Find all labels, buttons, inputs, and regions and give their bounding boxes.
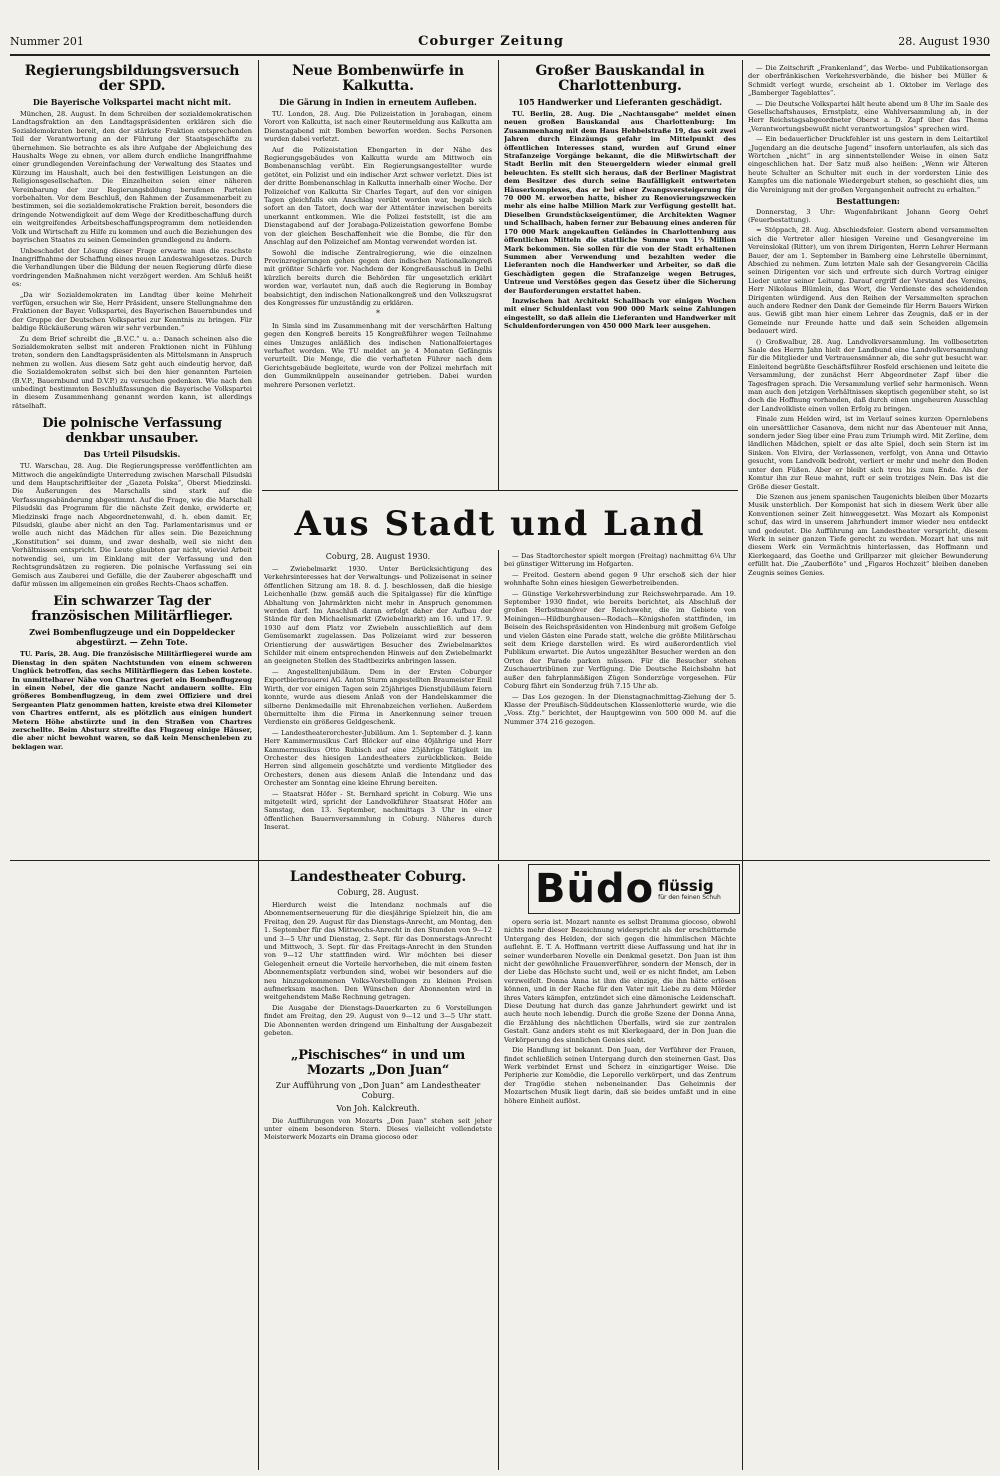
ad-tagline: für den feinen Schuh <box>658 893 721 901</box>
paragraph: = Stöppach, 28. Aug. Abschiedsfeier. Gestern abend versammelten sich die Vertreter aller hiesigen Vereine und Gesangvereine im Vereinslokal (Ritter), um von ihrem Dirigenten, Herrn Lehrer Hermann Bauer, der am 1. September in Bamberg eine Lehrstelle übernimmt, Abschied zu nehmen. Zum letzten Male sah der Gesangverein Cäcilia seinen Dirigenten vor sich und erfreute sich durch Vortrag einiger Lieder unter seiner Leitung. Darauf ergriff der Vorstand des Vereins, Herr Nikolaus Blümlein, das Wort, die Verdienste des scheidenden Dirigenten würdigend. Aus den Reihen der Versammelten sprachen auch andere Redner den Dank der Gemeinde für Herrn Bauers Wirken aus. Gewiß gibt man hier einem Lehrer das Zeugnis, daß er in der Gemeinde nur Freunde hatte und daß sein Scheiden allgemein bedauert wird. <box>748 226 988 336</box>
headline-poland: Die polnische Verfassung denkbar unsauber. <box>42 416 222 447</box>
masthead <box>10 30 990 52</box>
paragraph: Finale zum Helden wird, ist im Verlauf seines kurzen Opernlebens ein unersättlicher Casanova, dem nicht nur das Abenteuer mit Anna, sondern jeder Sieg über eine Frau zum Triumph wird. Mit Zerline, dem ländlichen Mädchen, spielt er das alte Spiel, doch sein Stern ist im Sinken. Von Elvira, der Verlassenen, verfolgt, von Anna und Ottavio gesucht, vom Landvolk bedroht, verliert er mehr und mehr den Boden unter den Füßen. Aber er bleibt sich treu bis zum Ende. Als der Komtur ihn zur Reue mahnt, ruft er sein trotziges Nein. Das ist die Größe dieser Gestalt. <box>748 415 988 491</box>
dateline: Coburg, 28. August 1930. <box>325 552 431 561</box>
paragraph: opera seria ist. Mozart nannte es selbst Dramma giocoso, obwohl nichts mehr dieser Bezeichnung widerspricht als der erschütternde Untergang des Helden, der sich gegen die himmlischen Mächte auflehnt. E. T. A. Hoffmann vertritt diese Auffassung und hat ihr in seiner wunderbaren Novelle ein Denkmal gesetzt. Don Juan ist ihm nicht der gewöhnliche Frauenverführer, sondern der Mensch, der in der Liebe das Höchste sucht und, weil er es nicht findet, am Leben verzweifelt. Donna Anna ist ihm die einzige, die ihn hätte erlösen können, und in der Rache für den Vater mit Liebe zu dem Mörder ihres Vaters kämpfen, entzündet sich eine dämonische Leidenschaft. Diese Deutung hat durch das ganze Jahrhundert gewirkt und ist auch heute noch lebendig. Durch die große Szene der Donna Anna, die Erzählung des nächtlichen Überfalls, wird sie zur zentralen Gestalt. Ganz anders steht es mit Kierkegaard, der in Don Juan die Verkörperung des sinnlichen Genies sieht. <box>504 918 736 1044</box>
paragraph: — Angestelltenjubiläum. Dem in der Ersten Coburger Exportbierbrauerei AG. Anton Sturm angestellten Braumeister Emil Wirth, der vor einigen Tagen sein 25jähriges Dienstjubiläum feiern konnte, wurde aus diesem Anlaß von der Handelskammer die silberne Denkmedaille mit Ehrenabzeichen verliehen. Außerdem übermittelte ihm die Firma in Anerkennung seiner treuen Verdienste ein größeres Geldgeschenk. <box>264 667 492 727</box>
col-rule-2 <box>498 60 499 490</box>
paragraph: Zu dem Brief schreibt die „B.V.C.“ u. a.: Danach scheinen also die Sozialdemokraten selbst mit anderen Fraktionen nicht in Fühlung treten, sondern den Landtagspräsidenten als Mittelsmann in Anspruch nehmen zu wollen. Aus diesem Satz geht auch eindeutig hervor, daß die Sozialdemokraten selbst sich bei den hier genannten Parteien (B.V.P., Bauernbund und D.V.P.) zu versuchen gedenken. Wie nach den unbedingt bestimmten Beschlußfassungen die Bayerische Volkspartei in diesem Zusammenhang genannt werden kann, ist allerdings rätselhaft. <box>12 334 252 410</box>
paragraph: — Die Zeitschrift „Frankenland“, das Werbe- und Publikationsorgan der oberfränkischen Verkehrsverbände, die bisher bei Müller & Schmidt verlegt wurde, erscheint ab 1. Oktober im Verlage des „Bamberger Tageblattes“. <box>748 64 988 98</box>
subhead-calcutta: Die Gärung in Indien in erneutem Aufleben. <box>279 97 477 107</box>
subhead-poland: Das Urteil Pilsudskis. <box>83 449 181 460</box>
ad-brand: Büdo <box>535 866 655 912</box>
subhead-spd: Die Bayerische Volkspartei macht nicht mit. <box>32 97 232 107</box>
paragraph: Die Ausgabe der Dienstags-Dauerkarten zu 6 Vorstellungen findet am Freitag, den 29. August von 9—12 und 3—5 Uhr statt. Die Abonnenten werden dringend um Einhaltung der Ausgabezeit gebeten. <box>264 1003 492 1038</box>
paragraph: TU. Berlin, 28. Aug. Die „Nachtausgabe“ meldet einen neuen großen Bauskandal aus Charlottenburg: Im Zusammenhang mit dem Haus Hebbelstraße 19, das seit zwei Jahren durch Einzäungs gefahr im Mittelpunkt des öffentlichen Interesses stand, wurden auf Grund einer Strafanzeige Vorgänge bekannt, die die Mißwirtschaft der Stadt Berlin mit den Steuergeldern wieder einmal grell beleuchten. Es stellt sich heraus, daß der Berliner Magistrat dem Besitzer des durch seine Baufälligkeit entwerteten Häuserkomplexes, das er bei einer Zwangsversteigerung für 70 000 M. erworben hatte, bisher zu Renovierungszwecken mehr als eine halbe Million Mark zur Verfügung gestellt hat. Dieselben Grundstückseigentümer, die Architekten Wagner und Schallbach, haben ferner zur Bebauung eines anderen für 170 000 Mark angekauften Geländes in Charlottenburg aus öffentlichen Mitteln die stattliche Summe von 1½ Million Mark bekommen. Sie sollen für die von der Stadt erhaltenen Summen aber Verwendung und bezahlten weder die Lieferanten noch die Handwerker und Arbeiter, so daß die Geschädigten gegen die Strafanzeige wegen Betruges, Untreue und Verstößes gegen das Gesetz über die Sicherung der Bauforderungen erstattet haben. <box>504 110 736 295</box>
paragraph: — Zwiebelmarkt 1930. Unter Berücksichtigung des Verkehrsinteresses hat der Verwaltungs- und Polizeisenat in seiner öffentlichen Sitzung am 18. 8. d. J. beschlossen, daß die hiesige Leichenhalle (bzw. gemäß auch die Spitalgasse) für die künftige Abhaltung von Jahrmärkten nicht mehr in Anspruch genommen werden darf. Im Anschluß daran erfolgt daher der Aufbau der Stände für den Michaelismarkt (Zwiebelmarkt) am 16. und 17. 9. 1930 auf dem Platz vor Zwiebeln ausschließlich auf dem Gemüsemarkt zugelassen. Das Polizeiamt wird zur besseren Orientierung der auswärtigen Besucher des Zwiebelmarktes Schilder mit einem entsprechenden Hinweis auf den Zwiebelmarkt an geeigneten Stellen des Stadtbezirks anbringen lassen. <box>264 565 492 666</box>
col-rule-5 <box>498 864 499 1470</box>
column-local-left <box>264 552 492 858</box>
section-rule-left <box>262 490 738 491</box>
burials-heading: Bestattungen: <box>836 196 900 207</box>
col-rule-4 <box>498 550 499 860</box>
col-rule-1 <box>258 60 259 1470</box>
paragraph: Sowohl die indische Zentralregierung, wie die einzelnen Provinzregierungen gehen gegen den indischen Nationalkongreß mit größter Schärfe vor. Nachdem der Kongreßausschuß in Delhi kürzlich bereits durch die Behörden für ungesetzlich erklärt worden war, verlautet nun, daß auch die Regierung in Bombay beabsichtigt, den indischen Nationalkongreß und den Volkszugsrat des Kongresses für unzuständig zu erklären. <box>264 248 492 307</box>
paragraph: TU. Paris, 28. Aug. Die französische Militärfliegerei wurde am Dienstag in den späten Nachtstunden von einem schweren Unglück betroffen, das sechs Militärfliegern das Leben kostete. In unmittelbarer Nähe von Chartres geriet ein Bombenflugzeug in einen Nebel, der die ganze Nacht andauern sollte. Ein größeres Bombenflugzeug, in dem zwei Offiziere und drei Sergeanten Platz genommen hatten, kreiste etwa drei Kilometer von Chartres entfernt, als es plötzlich aus einigen hundert Metern Höhe abstürzte und in den Straßen von Chartres zerschellte. Beim Absturz streifte das Flugzeug einige Häuser, die aber nicht bewohnt waren, so daß kein Menschenleben zu beklagen war. <box>12 650 252 751</box>
headline-theater: Landestheater Coburg. <box>289 870 467 885</box>
column-politics <box>12 64 252 1464</box>
paragraph: — Staatsrat Höfer - St. Bernhard spricht in Coburg. Wie uns mitgeteilt wird, spricht der Landvolkführer Staatsrat Höfer am Samstag, den 13. September, nachmittags 3 Uhr in einer öffentlichen Bauernversammlung in Coburg. Näheres durch Inserat. <box>264 789 492 832</box>
paragraph: — Das Los gezogen. In der Dienstagnachmittag-Ziehung der 5. Klasse der Preußisch-Süddeutschen Klassenlotterie wurde, wie die „Voss. Ztg.“ berichtet, der Hauptgewinn von 500 000 M. auf die Nummer 374 216 gezogen. <box>504 692 736 726</box>
byline: Von Joh. Kalckreuth. <box>336 1103 420 1113</box>
paragraph: Die Handlung ist bekannt. Don Juan, der Verführer der Frauen, findet schließlich seinen Untergang durch den steinernen Gast. Das Werk verbindet Ernst und Scherz in einzigartiger Weise. Die Peripherie zur Komödie, die Leporello verkörpert, und das Zentrum der Tragödie stehen nebeneinander. Das Geheimnis der Mozartschen Musik liegt darin, daß sie beides umfaßt und in eine höhere Einheit auflöst. <box>504 1046 736 1105</box>
headline-france: Ein schwarzer Tag der französischen Militärflieger. <box>31 594 233 625</box>
advertisement-budo <box>528 864 740 914</box>
paragraph: — Günstige Verkehrsverbindung zur Reichswehrparade. Am 19. September 1930 findet, wie bereits berichtet, als Abschluß der großen Herbstmanöver der Reichswehr, die im Gebiete von Meiningen—Hildburghausen—Rodach—Königshofen stattfinden, im Beisein des Reichspräsidenten von Hindenburg mit großem Gefolge und vielen Gästen eine Parade statt, welche die größte Militärschau seit dem Kriege darstellen wird. Es wird außerordentlich viel Publikum erwartet. Die Autos ungezählter Besucher werden an den Orten der Parade parken müssen. Für die Besucher stehen Zuschauertribünen zur Verfügung. Die Deutsche Reichsbahn hat außer den fahrplanmäßigen Zügen Sonderzüge vorgesehen. Für Coburg fährt ein Sonderzug früh 7.15 Uhr ab. <box>504 589 736 691</box>
paragraph: „Da wir Sozialdemokraten im Landtag über keine Mehrheit verfügen, ersuchen wir Sie, Herr Präsident, unsere Stellungnahme den Fraktionen der Bayer. Volkspartei, des Bayerischen Bauernbundes und der Gruppe der Deutschen Volkspartei zur Kenntnis zu bringen. Für baldige Rückäußerung wären wir sehr verbunden.“ <box>12 290 252 333</box>
column-local-mid <box>504 552 736 858</box>
ad-word: flüssig <box>658 876 714 895</box>
paragraph: Die Szenen aus jenem spanischen Taugenichts bleiben über Mozarts Musik unsterblich. Der Komponist hat sich in diesem Werk über alle Konventionen seiner Zeit hinweggesetzt. Was Mozart als Komponist schuf, das wird in unserem Jahrhundert immer wieder neu entdeckt und gedeutet. Die Aufführung am Landestheater verspricht, diesem Werk in seiner ganzen Tiefe gerecht zu werden. Mozart hat uns mit diesem Werk ein Vermächtnis hinterlassen, das Hoffmann und Kierkegaard, das Goethe und Grillparzer mit gleicher Bewunderung erfüllt hat. Die „Zauberflöte“ und „Figaros Hochzeit“ bleiben daneben Zeugnis seines Genies. <box>748 492 988 577</box>
paragraph: — Landestheaterorchester-Jubiläum. Am 1. September d. J. kann Herr Kammermusikus Carl Blöcker auf eine 40jährige und Herr Kammermusikus Otto Rubisch auf eine 25jährige Tätigkeit im Orchester des hiesigen Landestheaters zurückblicken. Beide Herren sind allgemein geschätzte und verdiente Mitglieder des Orchesters, denen aus diesem Anlaß die Intendanz und das Orchester am Sonntag eine kleine Ehrung bereiten. <box>264 728 492 788</box>
paragraph: TU. Warschau, 28. Aug. Die Regierungspresse veröffentlichten am Mittwoch die angekündigte Unterredung zwischen Marschall Pilsudski und dem Hauptschriftleiter der „Gazeta Polska“, Oberst Miedzinski. Die Äußerungen des Marschalls sind stark auf die Verfassungsabänderung abgestimmt. Auf die Frage, wie die Marschall Pilsudski das Programm für die nächste Zeit denke, erwiderte er, Miedzinski frage nach Abgeordnetenwahl, d. h. eben damit. Er, Pilsudski, glaube aber nicht an den Tag. Parlamentarismus und er wolle auch nicht das Mädchen für alles sein. Die Bezeichnung „Konstitution“ sei dumm, und zwar deshalb, weil sie nicht den Verhältnissen entspricht. Die Leute glaubten gar nicht, wieviel Arbeit notwendig sei, um im Einklang mit der Verfassung und den Rechtsgrundsätzen zu regieren. Die polnische Verfassung sei ein Gemisch aus Zauberei und Gefälle, die der Zauberer abgeschafft und dafür müssen im allgemeinen ein großes Rechts-Chaos schaffen. <box>12 462 252 588</box>
paragraph: — Die Deutsche Volkspartei hält heute abend um 8 Uhr im Saale des Gesellschaftshauses, Ernstplatz, eine Wahlversammlung ab, in der Herr Reichstagsabgeordneter Oberst a. D. Zapf über das Thema „Verantwortungsbewußt nicht verantwortungslos“ sprechen wird. <box>748 99 988 133</box>
issue-date: 28. August 1930 <box>898 34 990 48</box>
paragraph: Auf die Polizeistation Ebengarten in der Nähe des Regierungsgebäudes von Kalkutta wurde am Mittwoch ein Bombenanschlag verübt. Ein Regierungsangestellter wurde getötet, ein Polizist und ein indischer Arzt schwer verletzt. Dies ist der dritte Bombenanschlag in Kalkutta innerhalb einer Woche. Der Polizeichef von Kalkutta Sir Charles Tegart, auf den vor einigen Tagen gleichfalls ein Anschlag verübt worden war, begab sich sofort an den Tatort, doch war der Attentäter inzwischen bereits unerkannt entkommen. Wie die Polizei feststellt, ist die am Dienstagabend auf der Jorabaga-Polizeistation geworfene Bombe von der gleichen Beschaffenheit wie die Bombe, die für den Anschlag auf den Polizeichef am Montag verwendet worden ist. <box>264 145 492 247</box>
headline-spd: Regierungsbildungsversuch der SPD. <box>24 64 240 94</box>
headline-don-juan: „Pischisches“ in und um Mozarts „Don Juan“ <box>290 1047 466 1078</box>
column-india <box>264 64 492 488</box>
column-theater <box>264 870 492 1470</box>
paragraph: Hierdurch weist die Intendanz nochmals auf die Abonnementserneuerung für die diesjährige Spielzeit hin, die am Freitag, den 29. August für das Dienstags-Anrecht, am Montag, den 1. September für das Mittwochs-Anrecht in den Stunden von 9—12 und 3—5 Uhr und Dienstag, 2. Sept. für das Donnerstags-Anrecht und Mittwoch, 3. Sept. für das Freitags-Anrecht in den Stunden von 9—12 Uhr stattfinden wird. Wir möchten bei dieser Gelegenheit erneut die Vorteile hervorheben, die mit einem festen Abonnementsplatz verbunden sind, wobei wir besonders auf die neu hinzugekommenen Volks-Vorstellungen zu kleinen Preisen aufmerksam machen. Den Wünschen der Abonnenten wird in weitgehendstem Maße Rechnung getragen. <box>264 901 492 1002</box>
top-rule <box>10 54 990 56</box>
paragraph: — Ein bedauerlicher Druckfehler ist uns gestern in dem Leitartikel „Jugendarg an die deutsche Jugend“ insofern unterlaufen, als sich das Wörtchen „nicht“ in arg sinnentstellender Weise in einen Satz eingeschlichen hat. Der Satz muß also heißen: „Wenn wir Älteren heute Schulter an Schulter mit euch in der vordersten Linie des Kampfes um die nationale Wiedergeburt stehen, so geschieht dies, um die Vereinigung mit der großen Vergangenheit aufrecht zu erhalten.“ <box>748 135 988 194</box>
headline-calcutta: Neue Bombenwürfe in Kalkutta. <box>292 64 464 94</box>
paragraph: () Großwalbur, 28. Aug. Landvolkversammlung. Im vollbesetzten Saale des Herrn Jahn hielt der Landbund eine Landvolkversammlung für die Mitglieder und Vertrauensmänner ab, die sehr gut besucht war. Einleitend begrüßte Geschäftsführer Rosfeld erschienen und leitete die Versammlung, der zunächst Herr Abgeordneter Zapf über die Tagesfragen sprach. Die Versammlung verlief sehr harmonisch. Wenn man auch den jetzigen Verhältnissen skeptisch gegenüber steht, so ist doch die Hoffnung vorhanden, daß durch einen ungeheuren Ausschlag der Landvolkliste einen vollen Erfolg zu bringen. <box>748 337 988 413</box>
subhead-france: Zwei Bombenflugzeuge und ein Doppeldecker abgestürzt. — Zehn Tote. <box>29 627 235 648</box>
subhead-charlottenburg: 105 Handwerker und Lieferanten geschädigt. <box>517 97 723 107</box>
subhead-don-juan: Zur Aufführung von „Don Juan“ am Landestheater Coburg. <box>275 1080 481 1100</box>
paper-title: Coburger Zeitung <box>418 33 564 49</box>
headline-charlottenburg: Großer Bauskandal in Charlottenburg. <box>535 64 705 94</box>
col-rule-3 <box>742 60 743 1470</box>
paragraph: TU. London, 28. Aug. Die Polizeistation in Jorabagan, einem Vorort von Kalkutta, ist nach einer Reutermeldung aus Kalkutta am Dienstagabend mit Bomben beworfen worden. Sechs Personen wurden dabei verletzt. <box>264 110 492 144</box>
issue-number: Nummer 201 <box>10 34 84 48</box>
paragraph: — Freitod. Gestern abend gegen 9 Uhr erschoß sich der hier wohnhafte Sohn eines hiesigen Gewerbetreibenden. <box>504 570 736 588</box>
paragraph: Unbeschadet der Lösung dieser Frage erwarte man die raschste Inangriffnahme der Schaffung eines neuen Landeswahlgesetzes. Durch die Verhandlungen über die Bildung der neuen Regierung dürfe diese vordringenden Maßnahmen nicht verzögert werden. Am Schluß heißt es: <box>12 246 252 289</box>
theater-dateline: Coburg, 28. August. <box>337 888 419 897</box>
column-local-right <box>748 64 988 1464</box>
separator-star: * <box>376 309 380 319</box>
paragraph: Die Aufführungen von Mozarts „Don Juan“ stehen seit jeher unter einem besonderen Stern. Dieses vielleicht vollendetste Meisterwerk Mozarts ein Drama giocoso oder <box>264 1116 492 1142</box>
ad-side <box>658 878 721 901</box>
paragraph: In Simla sind im Zusammenhang mit der verschärften Haltung gegen den Kongreß bereits 15 Kongreßführer wegen Teilnahme eines Umzuges anläßlich des indischen Nationalfeiertages verhaftet worden. Wie TU meldet an je 4 Monaten Gefängnis verurteilt. Die Menge, die die verhafteten Führer nach dem Gerichtsgebäude begleitete, wurde von der Polizei mehrfach mit den Gummiknüppeln auseinander getrieben. Dabei wurden mehrere Personen verletzt. <box>264 321 492 389</box>
paragraph: Donnerstag, 3 Uhr: Wagenfabrikant Johann Georg Oehrl (Feuerbestattung). <box>748 207 988 224</box>
paragraph: Inzwischen hat Architekt Schallbach vor einigen Wochen mit einer Schuldenlast von 900 000 Mark seine Zahlungen eingestellt, so daß allein die Lieferanten und Handwerker mit Schuldenforderungen von 450 000 Mark leer ausgehen. <box>504 296 736 331</box>
section-banner: Aus Stadt und Land <box>294 504 706 544</box>
paragraph: — Das Stadtorchester spielt morgen (Freitag) nachmittag 6¼ Uhr bei günstiger Witterung im Hofgarten. <box>504 552 736 569</box>
paragraph: München, 28. August. In dem Schreiben der sozialdemokratischen Landtagsfraktion an den Landtagspräsidenten erklären sich die Sozialdemokraten bereit, den der stärkste Fraktion entsprechenden Teil der Verantwortung an der Führung der Staatsgeschäfte zu übernehmen. Sie betrachte es als ihre Aufgabe der Abgleichung des Haushalts Wege zu ebnen, vor allem durch endliche Inangriffnahme einer grundlegenden Vereinfachung der Verwaltung des Staates und Kürzung im Haushalt, auch bei den festwilligen Leistungen an die Religionsgesellschaften. Die Einzelheiten seien einer näheren Vereinbarung der zur Regierungsbildung berufenen Parteien vorbehalten. Vor dem Beschluß, den Rahmen der Zusammenarbeit zu bestimmen, sei die sozialdemokratische Fraktion bereit, besonders die dringende Notwendigkeit auf dem Wege der Kreditbeschaffung durch ein weitgreifendes Arbeitsbeschaffungsprogramm dem notleidenden Volk und Wirtschaft zu Hilfe zu kommen und auch die Beziehungen des bayrischen Staates zu seinen Gemeinden grundlegend zu ändern. <box>12 110 252 245</box>
column-berlin <box>504 64 736 488</box>
column-essay <box>504 918 736 1470</box>
